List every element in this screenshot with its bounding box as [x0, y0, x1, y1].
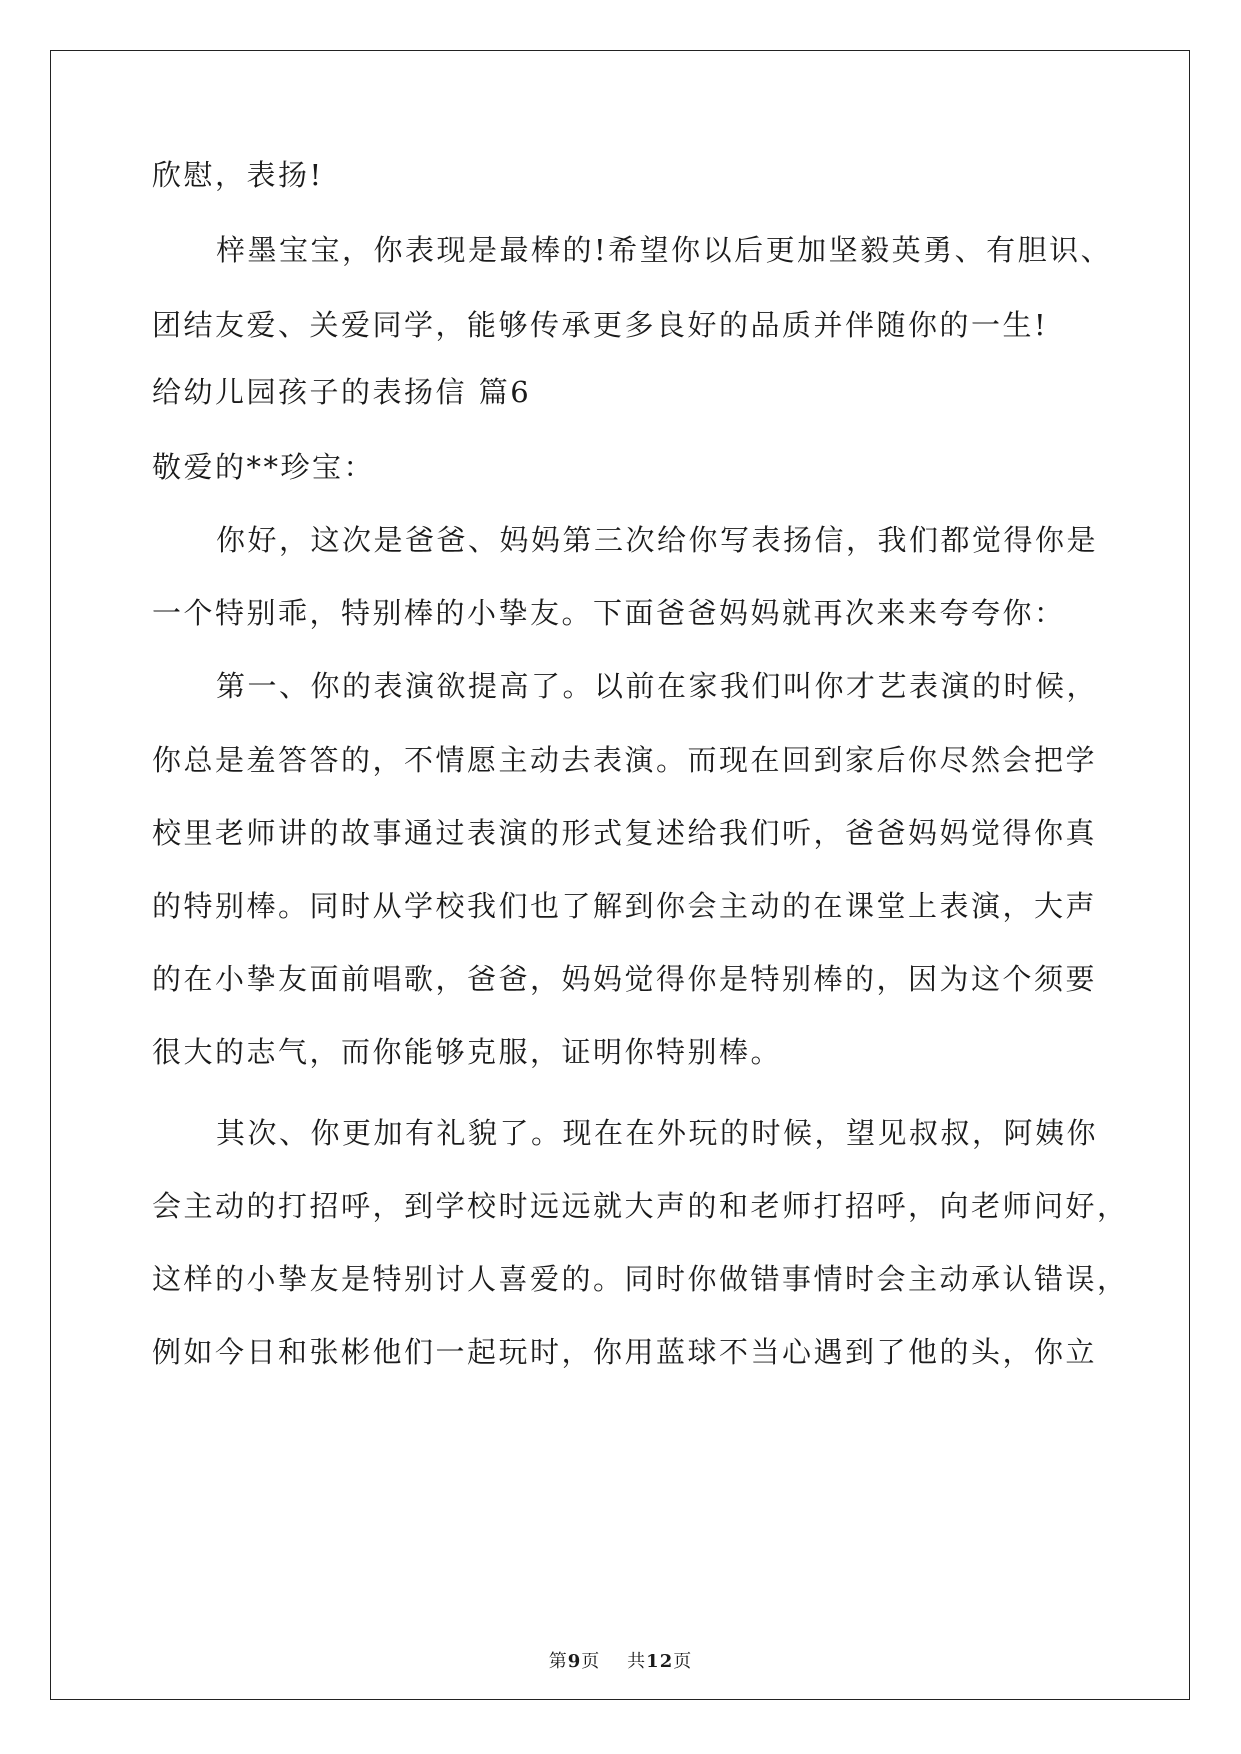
- text-line: 很大的志气，而你能够克服，证明你特别棒。: [152, 1035, 783, 1069]
- text-line: 你总是羞答答的，不情愿主动去表演。而现在回到家后你尽然会把学: [152, 743, 1098, 777]
- page-number: 9: [567, 1651, 582, 1672]
- page-suffix: 页: [581, 1651, 601, 1672]
- paragraph-line: 第一、你的表演欲提高了。以前在家我们叫你才艺表演的时候，: [216, 669, 1099, 703]
- text-line: 这样的小挚友是特别讨人喜爱的。同时你做错事情时会主动承认错误，: [152, 1262, 1129, 1296]
- page-footer: [0, 1650, 1241, 1674]
- total-prefix: 共: [627, 1651, 647, 1672]
- text-line: 校里老师讲的故事通过表演的形式复述给我们听，爸爸妈妈觉得你真: [152, 816, 1098, 850]
- text-line: 的特别棒。同时从学校我们也了解到你会主动的在课堂上表演，大声: [152, 889, 1098, 923]
- total-suffix: 页: [673, 1651, 693, 1672]
- text-line: 的在小挚友面前唱歌，爸爸，妈妈觉得你是特别棒的，因为这个须要: [152, 962, 1098, 996]
- text-line: 一个特别乖，特别棒的小挚友。下面爸爸妈妈就再次来来夸夸你：: [152, 596, 1066, 630]
- text-line: 会主动的打招呼，到学校时远远就大声的和老师打招呼，向老师问好，: [152, 1189, 1129, 1223]
- paragraph-line: 梓墨宝宝，你表现是最棒的!希望你以后更加坚毅英勇、有胆识、: [216, 233, 1113, 267]
- text-line: 欣慰，表扬!: [152, 158, 324, 192]
- page-prefix: 第: [548, 1651, 568, 1672]
- text-line: 例如今日和张彬他们一起玩时，你用蓝球不当心遇到了他的头，你立: [152, 1335, 1098, 1369]
- section-heading: 给幼儿园孩子的表扬信 篇6: [152, 375, 532, 409]
- text-line: 团结友爱、关爱同学，能够传承更多良好的品质并伴随你的一生!: [152, 308, 1049, 342]
- paragraph-line: 你好，这次是爸爸、妈妈第三次给你写表扬信，我们都觉得你是: [216, 523, 1099, 557]
- page-border: [50, 50, 1190, 1700]
- salutation: 敬爱的**珍宝：: [152, 450, 376, 484]
- total-pages: 12: [646, 1651, 674, 1672]
- paragraph-line: 其次、你更加有礼貌了。现在在外玩的时候，望见叔叔，阿姨你: [216, 1116, 1099, 1150]
